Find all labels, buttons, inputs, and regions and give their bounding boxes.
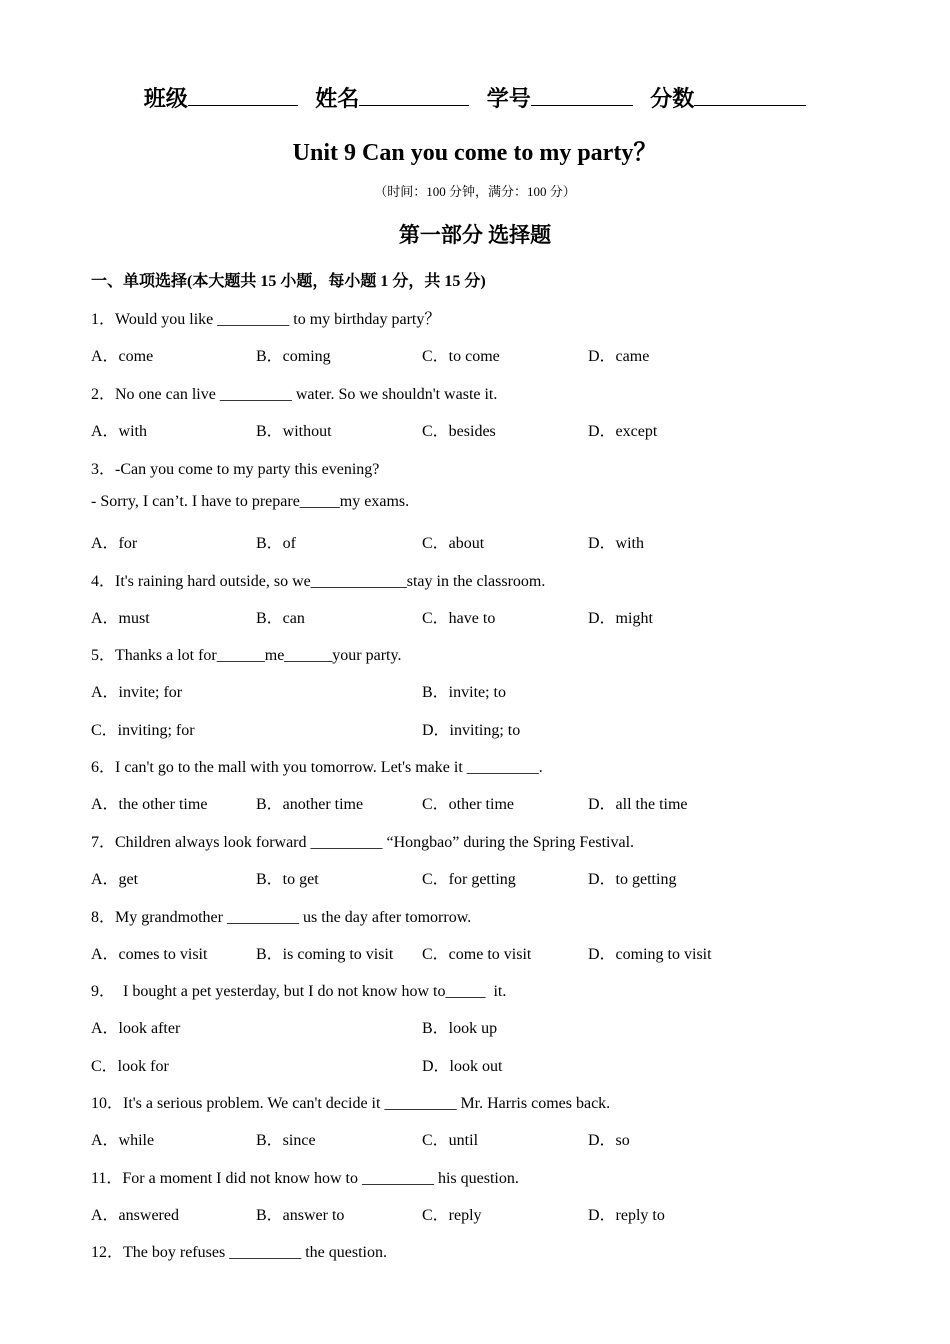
class-label: 班级 — [143, 86, 188, 111]
q2-option-b[interactable]: B．without — [256, 423, 332, 440]
q10-option-c[interactable]: C．until — [422, 1132, 479, 1149]
question-11-text: 11．For a moment I did not know how to _________ his question. — [91, 1170, 519, 1187]
q5-option-b[interactable]: B．invite; to — [422, 684, 507, 701]
id-field[interactable] — [487, 86, 633, 111]
time-note: （时间：100 分钟，满分：100 分） — [374, 184, 576, 199]
q7-option-d[interactable]: D．to getting — [588, 871, 677, 888]
q6-option-b[interactable]: B．another time — [256, 796, 364, 813]
page-title: Unit 9 Can you come to my party？ — [292, 140, 658, 166]
question-3-text-2: - Sorry, I can’t. I have to prepare_____my exams. — [91, 493, 410, 510]
q10-option-b[interactable]: B．since — [256, 1132, 316, 1149]
score-blank[interactable] — [694, 104, 806, 106]
score-label: 分数 — [650, 86, 695, 111]
q6-option-d[interactable]: D．all the time — [588, 796, 688, 813]
part-title: 第一部分 选择题 — [398, 223, 552, 247]
q1-option-b[interactable]: B．coming — [256, 348, 331, 365]
q4-option-d[interactable]: D．might — [588, 610, 653, 627]
q11-option-c[interactable]: C．reply — [422, 1207, 482, 1224]
q7-option-a[interactable]: A．get — [91, 871, 139, 888]
question-6-text: 6．I can't go to the mall with you tomorrow. Let's make it _________. — [91, 759, 543, 776]
question-12-text: 12．The boy refuses _________ the question. — [91, 1244, 387, 1261]
q7-option-c[interactable]: C．for getting — [422, 871, 516, 888]
question-3-text: 3．-Can you come to my party this evening? — [91, 461, 380, 478]
q1-option-c[interactable]: C．to come — [422, 348, 500, 365]
id-label: 学号 — [486, 86, 531, 111]
q9-option-b[interactable]: B．look up — [422, 1020, 498, 1037]
id-blank[interactable] — [531, 104, 633, 106]
q8-option-b[interactable]: B．is coming to visit — [256, 946, 394, 963]
q5-option-c[interactable]: C．inviting; for — [91, 722, 195, 739]
q7-option-b[interactable]: B．to get — [256, 871, 319, 888]
question-1-text: 1．Would you like _________ to my birthday party？ — [91, 311, 441, 328]
q11-option-a[interactable]: A．answered — [91, 1207, 179, 1224]
question-2-text: 2．No one can live _________ water. So we shouldn't waste it. — [91, 386, 498, 403]
q3-option-b[interactable]: B．of — [256, 535, 297, 552]
question-5-text: 5．Thanks a lot for______me______your party. — [91, 647, 402, 664]
q9-option-c[interactable]: C．look for — [91, 1058, 169, 1075]
name-field[interactable] — [315, 86, 469, 111]
q9-option-d[interactable]: D．look out — [422, 1058, 503, 1075]
name-blank[interactable] — [359, 104, 469, 106]
q6-option-c[interactable]: C．other time — [422, 796, 514, 813]
q1-option-a[interactable]: A．come — [91, 348, 154, 365]
q8-option-a[interactable]: A．comes to visit — [91, 946, 208, 963]
q6-option-a[interactable]: A．the other time — [91, 796, 208, 813]
section-title: 一、单项选择(本大题共 15 小题，每小题 1 分，共 15 分) — [91, 273, 486, 290]
class-blank[interactable] — [188, 104, 298, 106]
student-info-header — [0, 82, 950, 113]
question-7-text: 7．Children always look forward _________ “Hongbao” during the Spring Festival. — [91, 834, 635, 851]
question-10-text: 10．It's a serious problem. We can't decide it _________ Mr. Harris comes back. — [91, 1095, 611, 1112]
question-9-text: 9． I bought a pet yesterday, but I do not know how to_____ it. — [91, 983, 507, 1000]
q10-option-d[interactable]: D．so — [588, 1132, 630, 1149]
q11-option-b[interactable]: B．answer to — [256, 1207, 345, 1224]
q11-option-d[interactable]: D．reply to — [588, 1207, 665, 1224]
class-field[interactable] — [144, 86, 298, 111]
q2-option-c[interactable]: C．besides — [422, 423, 496, 440]
q8-option-d[interactable]: D．coming to visit — [588, 946, 712, 963]
question-8-text: 8．My grandmother _________ us the day after tomorrow. — [91, 909, 472, 926]
name-label: 姓名 — [315, 86, 360, 111]
q8-option-c[interactable]: C．come to visit — [422, 946, 532, 963]
q5-option-d[interactable]: D．inviting; to — [422, 722, 521, 739]
q3-option-c[interactable]: C．about — [422, 535, 485, 552]
q2-option-a[interactable]: A．with — [91, 423, 148, 440]
q4-option-c[interactable]: C．have to — [422, 610, 496, 627]
q1-option-d[interactable]: D．came — [588, 348, 650, 365]
score-field[interactable] — [650, 86, 806, 111]
q3-option-d[interactable]: D．with — [588, 535, 645, 552]
q2-option-d[interactable]: D．except — [588, 423, 658, 440]
q4-option-b[interactable]: B．can — [256, 610, 305, 627]
q10-option-a[interactable]: A．while — [91, 1132, 155, 1149]
q5-option-a[interactable]: A．invite; for — [91, 684, 183, 701]
q4-option-a[interactable]: A．must — [91, 610, 150, 627]
question-4-text: 4．It's raining hard outside, so we____________stay in the classroom. — [91, 573, 546, 590]
q9-option-a[interactable]: A．look after — [91, 1020, 181, 1037]
q3-option-a[interactable]: A．for — [91, 535, 138, 552]
